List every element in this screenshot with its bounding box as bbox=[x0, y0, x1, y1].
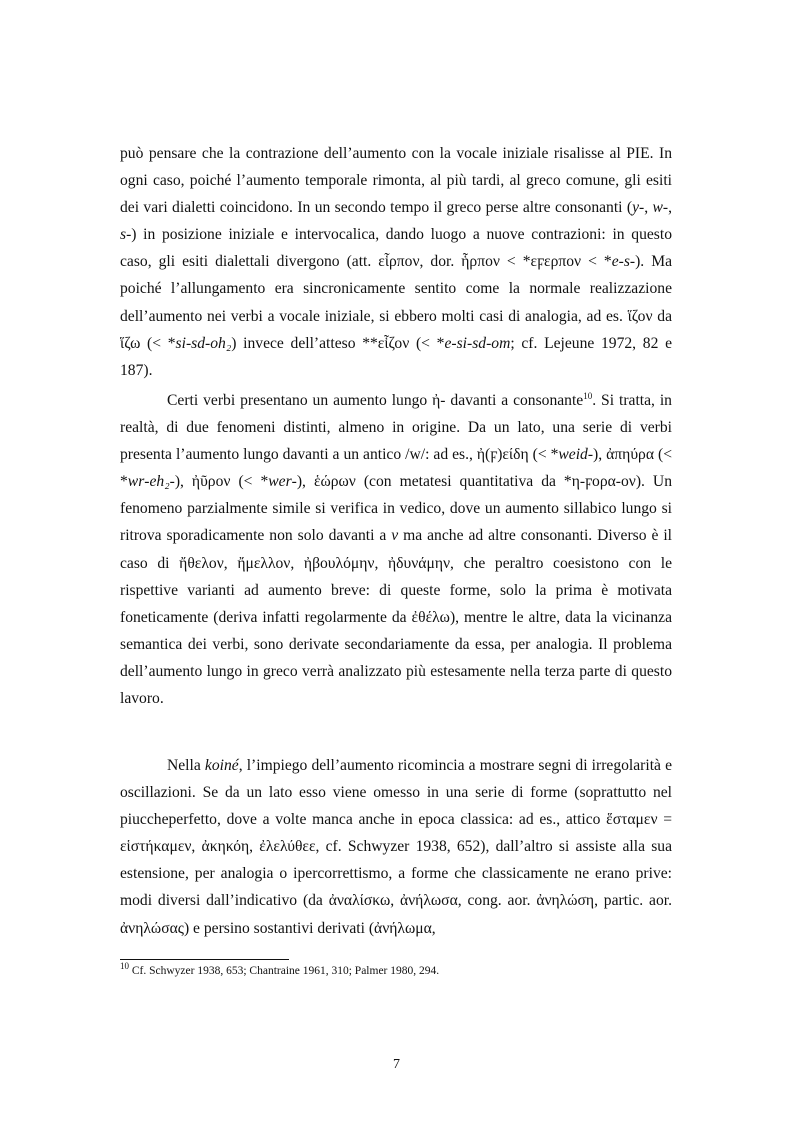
paragraph-continuation bbox=[120, 140, 672, 384]
footnote bbox=[120, 963, 672, 979]
paragraph-text: Certi verbi presentano un aumento lungo ἠ- davanti a consonante$^{10}$. Si tratta, in realtà, di due fenomeni distinti, almeno in origine. Da un lato, una serie di verbi presenta l’aumento lungo davanti a un antico /w/: ad es., ἠ(ϝ)είδη (< *weid-), ἀπηύρα (< *wr-eh₂-), ἠῦρον (< *wer-), ἑώρων (con metatesi quantitativa da *η-ϝορα-ον). Un fenomeno parzialmente simile si verifica in vedico, dove un aumento sillabico lungo si ritrova sporadicamente non solo davanti a v ma anche ad altre consonanti. Diverso è il caso di ἤθελον, ἤμελλον, ἠβουλόμην, ἠδυνάμην, che peraltro coesistono con le rispettive varianti ad aumento breve: di queste forme, solo la prima è motivata foneticamente (deriva infatti regolarmente da ἐθέλω), mentre le altre, data la vicinanza semantica dei verbi, sono derivate secondariamente da essa, per analogia. Il problema dell’aumento lungo in greco verrà analizzato più estesamente nella terza parte di questo lavoro. bbox=[120, 390, 672, 708]
footnote-number: 10 bbox=[120, 961, 129, 972]
paragraph-koine bbox=[120, 752, 672, 942]
footnote-text: Cf. Schwyzer 1938, 653; Chantraine 1961, 310; Palmer 1980, 294. bbox=[129, 965, 440, 977]
page-number: 7 bbox=[393, 1057, 400, 1072]
paragraph-text: Nella koiné, l’impiego dell’aumento ricomincia a mostrare segni di irregolarità e oscillazioni. Se da un lato esso viene omesso in una serie di forme (soprattutto nel piuccheperfetto, dove a volte manca anche in epoca classica: ad es., attico ἕσταμεν = εἱστήκαμεν, ἀκηκόη, ἐλελύθεε, cf. Schwyzer 1938, 652), dall’altro si assiste alla sua estensione, per analogia o ipercorrettismo, a forme che classicamente ne erano prive: modi diversi dall’indicativo (da ἀναλίσκω, ἀνήλωσα, cong. aor. ἀνηλώση, partic. aor. ἀνηλώσας) e persino sostantivi derivati (ἀνήλωμα, bbox=[120, 757, 672, 937]
footnote-separator bbox=[120, 959, 289, 960]
paragraph-text: può pensare che la contrazione dell’aumento con la vocale iniziale risalisse al PIE. In ogni caso, poiché l’aumento temporale rimonta, al più tardi, al greco comune, gli esiti dei vari dialetti coincidono. In un secondo tempo il greco perse altre consonanti (y-, w-, s-) in posizione iniziale e intervocalica, dando luogo a nuove contrazioni: in questo caso, gli esiti dialettali divergono (att. εἷρπον, dor. ἧρπον < *εϝερπον < *e-s-). Ma poiché l’allungamento era sincronicamente sentito come la normale realizzazione dell’aumento nei verbi a vocale iniziale, si ebbero molti casi di analogia, ad es. ἵζον da ἵζω (< *si-sd-oh₂) invece dell’atteso **εἷζον (< *e-si-sd-om; cf. Lejeune 1972, 82 e 187). bbox=[120, 145, 673, 379]
paragraph-aumento-lungo bbox=[120, 387, 672, 712]
